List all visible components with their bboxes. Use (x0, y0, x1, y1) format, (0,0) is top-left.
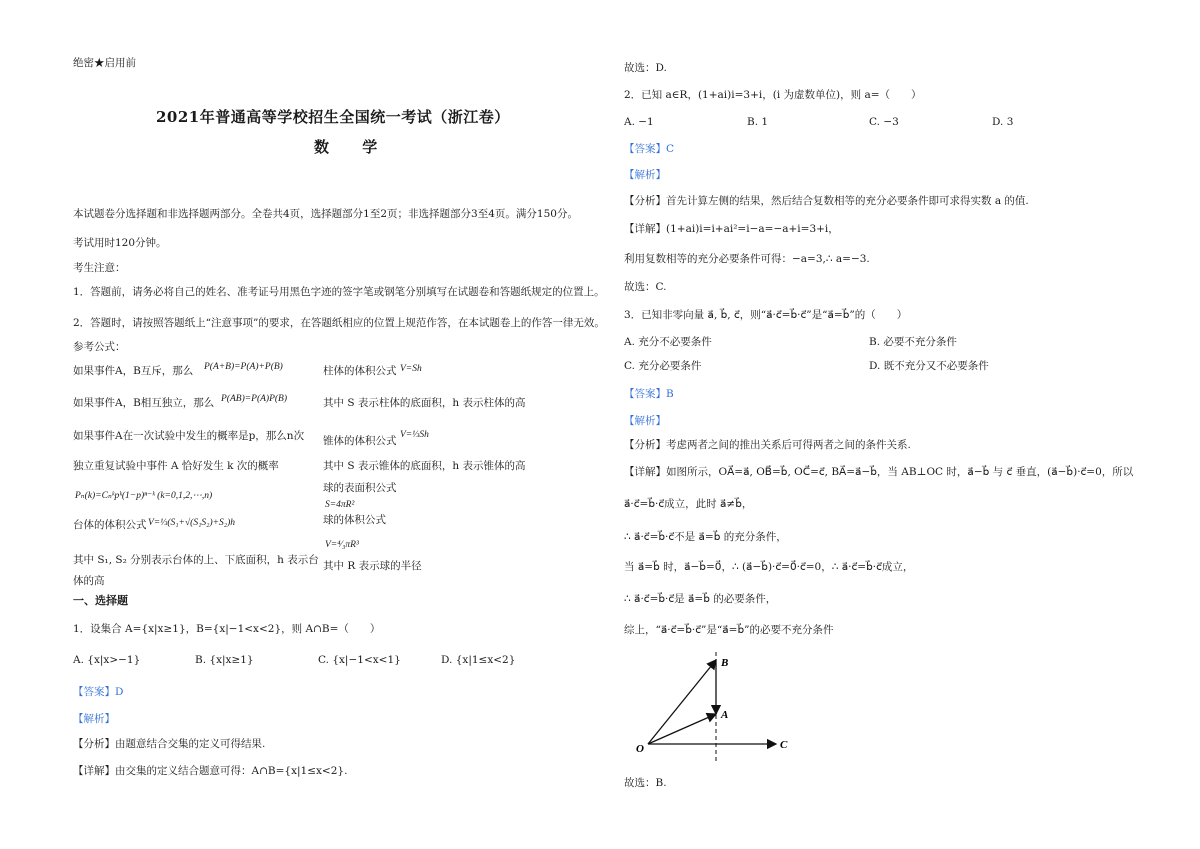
formula-independent: P(AB)=P(A)P(B) (221, 394, 288, 404)
point-b-label: B (721, 657, 729, 669)
formula-frustum-label: 台体的体积公式 (73, 519, 147, 531)
q3-conclusion: 故选：B. (624, 777, 667, 789)
q3-option-a: A. 充分不必要条件 (624, 336, 712, 348)
formula-binomial-label-2: 独立重复试验中事件 A 恰好发生 k 次的概率 (73, 460, 279, 472)
q2-conclusion: 故选：C. (624, 281, 667, 293)
q3-option-b: B. 必要不充分条件 (869, 336, 957, 348)
vector-diagram (630, 648, 800, 768)
q2-option-c: C. −3 (869, 116, 899, 128)
point-a-label: A (721, 709, 729, 721)
formula-pyramid-label: 锥体的体积公式 (323, 435, 397, 447)
q2-option-a: A. −1 (624, 116, 654, 128)
q1-answer: 【答案】D (73, 686, 124, 698)
formula-binomial: Pₙ(k)=Cₙᵏpᵏ(1−p)ⁿ⁻ᵏ (k=0,1,2,⋯,n) (75, 491, 213, 501)
formula-independent-label: 如果事件A，B相互独立，那么 (73, 397, 215, 409)
formula-prism: V=Sh (400, 364, 422, 374)
formula-binomial-label-1: 如果事件A在一次试验中发生的概率是p，那么n次 (73, 430, 305, 442)
question-3-stem: 3．已知非零向量 a⃗, b⃗, c⃗，则“a⃗·c⃗=b⃗·c⃗”是“a⃗=b⃗”的（ ） (624, 309, 908, 321)
prism-note: 其中 S 表示柱体的底面积，h 表示柱体的高 (323, 397, 526, 409)
q1-option-d: D. {x|1≤x<2} (441, 654, 516, 666)
q2-analysis: 【分析】首先计算左侧的结果，然后结合复数相等的充分必要条件即可求得实数 a 的值. (624, 195, 1029, 207)
q2-option-b: B. 1 (747, 116, 769, 128)
q1-option-b: B. {x|x≥1} (195, 654, 254, 666)
sphere-note: 其中 R 表示球的半径 (323, 560, 422, 572)
formula-sphere-volume: V=⁴⁄₃πR³ (325, 540, 359, 550)
question-2-stem: 2．已知 a∈R，(1+ai)i=3+i，(i 为虚数单位)，则 a=（ ） (624, 89, 922, 101)
section-heading: 一、选择题 (73, 594, 128, 607)
q1-option-a: A. {x|x>−1} (73, 654, 141, 666)
notice-item-2: 2．答题时，请按照答题纸上“注意事项”的要求，在答题纸相应的位置上规范作答，在本试题卷上的作答一律无效。 (73, 317, 605, 329)
q3-detail: 【详解】如图所示，OA⃗=a⃗, OB⃗=b⃗, OC⃗=c⃗, BA⃗=a⃗−b⃗，当 AB⊥OC 时，a⃗−b⃗ 与 c⃗ 垂直，(a⃗−b⃗)·c⃗=0，所以 (624, 466, 1134, 478)
notice-item-1: 1．答题前，请务必将自己的姓名、准考证号用黑色字迹的签字笔或钢笔分别填写在试题卷和答题纸规定的位置上。 (73, 286, 605, 298)
intro-line-1: 本试题卷分选择题和非选择题两部分。全卷共4页，选择题部分1至2页；非选择题部分3至4页。满分150分。 (73, 208, 578, 220)
q1-detail: 【详解】由交集的定义结合题意可得：A∩B={x|1≤x<2}. (73, 765, 348, 777)
point-o-label: O (636, 743, 644, 755)
formula-sphere-area: S=4πR² (325, 500, 355, 510)
q1-option-c: C. {x|−1<x<1} (318, 654, 401, 666)
frustum-note-cont: 体的高 (73, 575, 105, 587)
q3-summary: 综上，“a⃗·c⃗=b⃗·c⃗”是“a⃗=b⃗”的必要不充分条件 (624, 624, 834, 636)
vector-oa (648, 714, 716, 744)
q3-detail-5: ∴ a⃗·c⃗=b⃗·c⃗是 a⃗=b⃗ 的必要条件， (624, 593, 777, 605)
q3-answer: 【答案】B (624, 388, 674, 400)
notice-heading: 考生注意： (73, 262, 126, 274)
confidential-mark: 绝密★启用前 (73, 57, 136, 69)
formula-pyramid: V=⅓Sh (400, 430, 429, 440)
formula-heading: 参考公式： (73, 341, 126, 353)
q2-answer: 【答案】C (624, 143, 675, 155)
formula-exclusive-label: 如果事件A，B互斥，那么 (73, 365, 194, 377)
q2-option-d: D. 3 (992, 116, 1014, 128)
q1-analysis: 【分析】由题意结合交集的定义可得结果. (73, 738, 266, 750)
formula-exclusive: P(A+B)=P(A)+P(B) (204, 362, 283, 372)
q3-analysis: 【分析】考虑两者之间的推出关系后可得两者之间的条件关系. (624, 439, 911, 451)
q1-analysis-tag: 【解析】 (73, 713, 115, 725)
q3-analysis-tag: 【解析】 (624, 415, 666, 427)
formula-prism-label: 柱体的体积公式 (323, 365, 397, 377)
intro-line-2: 考试用时120分钟。 (73, 237, 167, 249)
formula-frustum: V=⅓(S₁+√(S₁S₂)+S₂)h (148, 518, 235, 528)
q3-detail-2: a⃗·c⃗=b⃗·c⃗成立，此时 a⃗≠b⃗， (624, 498, 753, 510)
exam-title: 2021年普通高等学校招生全国统一考试（浙江卷） (156, 108, 510, 126)
q2-detail: 【详解】(1+ai)i=i+ai²=i−a=−a+i=3+i， (624, 223, 839, 235)
q1-conclusion: 故选：D. (624, 62, 667, 74)
pyramid-note: 其中 S 表示锥体的底面积，h 表示锥体的高 (323, 460, 526, 472)
frustum-note: 其中 S₁, S₂ 分别表示台体的上、下底面积，h 表示台 (73, 554, 319, 566)
q3-detail-3: ∴ a⃗·c⃗=b⃗·c⃗不是 a⃗=b⃗ 的充分条件， (624, 531, 787, 543)
vector-ob (648, 660, 716, 744)
point-c-label: C (780, 739, 788, 751)
question-1-stem: 1．设集合 A={x|x≥1}，B={x|−1<x<2}，则 A∩B=（ ） (73, 623, 381, 635)
subject-title: 数 学 (314, 138, 392, 156)
q3-option-c: C. 充分必要条件 (624, 360, 702, 372)
q2-detail-2: 利用复数相等的充分必要条件可得：−a=3,∴ a=−3. (624, 253, 870, 265)
q3-option-d: D. 既不充分又不必要条件 (869, 360, 989, 372)
q2-analysis-tag: 【解析】 (624, 169, 666, 181)
formula-sphere-volume-label: 球的体积公式 (323, 514, 386, 526)
q3-detail-4: 当 a⃗=b⃗ 时，a⃗−b⃗=0⃗，∴ (a⃗−b⃗)·c⃗=0⃗·c⃗=0，∴ a⃗·c⃗=b⃗·c⃗成立， (624, 561, 914, 573)
formula-sphere-area-label: 球的表面积公式 (323, 482, 397, 494)
